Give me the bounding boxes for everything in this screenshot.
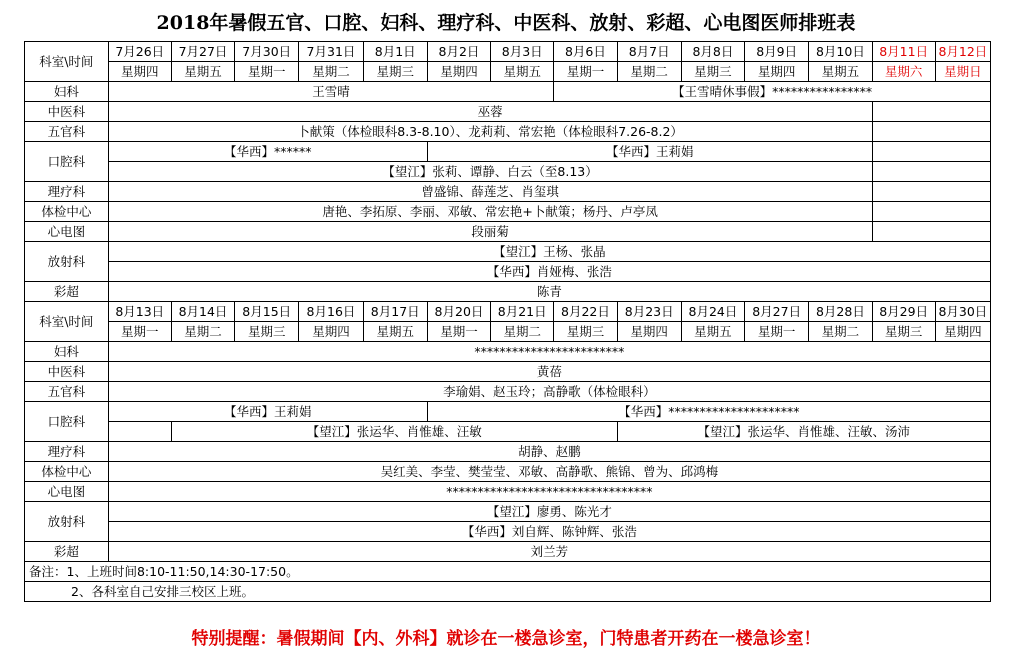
s2-caichao: 刘兰芳 [108,542,990,562]
s1-date-weekend: 8月11日 [872,42,935,62]
s2-row-caichao [25,542,991,562]
s1-weekday: 星期三 [681,62,744,82]
s2-date: 8月27日 [745,302,809,322]
s1-liliao: 曾盛锦、薛莲芝、肖玺琪 [108,182,872,202]
dept-label: 五官科 [25,122,109,142]
s1-date: 7月30日 [235,42,299,62]
s1-row-wuguan [25,122,991,142]
dept-label: 心电图 [25,222,109,242]
s2-weekday: 星期四 [617,322,681,342]
s1-empty-cell [872,102,990,122]
s1-row-kouqiang-2 [25,162,991,182]
s1-date: 7月31日 [299,42,363,62]
dept-label: 放射科 [25,502,109,542]
s1-kouqiang-huaxi-a: 【华西】****** [108,142,427,162]
s2-weekday: 星期二 [171,322,234,342]
s2-date: 8月23日 [617,302,681,322]
s2-row-fangshe-1 [25,502,991,522]
dept-label: 口腔科 [25,402,109,442]
s2-row-wuguan [25,382,991,402]
s1-date: 8月9日 [745,42,809,62]
s2-weekday: 星期五 [681,322,744,342]
s2-weekday: 星期四 [299,322,363,342]
s1-empty-cell [872,202,990,222]
s2-row-liliao [25,442,991,462]
s2-weekday: 星期一 [745,322,809,342]
note-line-2: 2、各科室自己安排三校区上班。 [25,582,991,602]
s1-row-caichao [25,282,991,302]
s2-row-tijian [25,462,991,482]
s1-weekday: 星期二 [617,62,681,82]
dept-label: 五官科 [25,382,109,402]
s1-fuke-second: 【王雪晴休事假】**************** [554,82,991,102]
s1-fuke-first: 王雪晴 [108,82,554,102]
s1-weekday-weekend: 星期六 [872,62,935,82]
s2-weekday: 星期四 [935,322,990,342]
s2-row-zhongyi [25,362,991,382]
s2-fangshe-wangjiang: 【望江】廖勇、陈光才 [108,502,990,522]
s1-empty-cell [872,162,990,182]
s2-date: 8月16日 [299,302,363,322]
s2-weekday: 星期三 [872,322,935,342]
s2-wuguan: 李瑜娟、赵玉玲；高静歌（体检眼科） [108,382,990,402]
s2-date: 8月20日 [427,302,490,322]
s1-zhongyi: 巫蓉 [108,102,872,122]
dept-label: 彩超 [25,282,109,302]
s2-date-row [25,302,991,322]
s2-zhongyi: 黄蓓 [108,362,990,382]
s1-kouqiang-wangjiang: 【望江】张莉、谭静、白云（至8.13） [108,162,872,182]
s1-weekday: 星期二 [299,62,363,82]
s2-date: 8月13日 [108,302,171,322]
s1-date: 8月7日 [617,42,681,62]
s1-empty-cell [872,182,990,202]
s1-date: 7月27日 [171,42,234,62]
s1-date: 8月10日 [809,42,872,62]
s1-weekday: 星期一 [235,62,299,82]
dept-label: 放射科 [25,242,109,282]
dept-label: 心电图 [25,482,109,502]
dept-label: 体检中心 [25,202,109,222]
s1-weekday: 星期四 [745,62,809,82]
s1-weekday: 星期四 [427,62,490,82]
s1-date: 8月6日 [554,42,617,62]
s2-weekday: 星期三 [554,322,617,342]
s2-empty-cell [108,422,171,442]
s1-date: 7月26日 [108,42,171,62]
s1-weekday-row [25,62,991,82]
notes-row-2 [25,582,991,602]
s1-kouqiang-huaxi-b: 【华西】王莉娟 [427,142,872,162]
dept-label: 彩超 [25,542,109,562]
notes-row-1 [25,562,991,582]
s2-date: 8月17日 [363,302,427,322]
s1-caichao: 陈青 [108,282,990,302]
s2-weekday: 星期二 [809,322,872,342]
s1-row-kouqiang-1 [25,142,991,162]
s1-date: 8月1日 [363,42,427,62]
s2-date: 8月30日 [935,302,990,322]
s2-tijian: 吴红美、李莹、樊莹莹、邓敏、高静歌、熊锦、曾为、邱鸿梅 [108,462,990,482]
dept-label: 口腔科 [25,142,109,182]
s1-wuguan: 卜献策（体检眼科8.3-8.10）、龙莉莉、常宏艳（体检眼科7.26-8.2） [108,122,872,142]
s1-weekday-weekend: 星期日 [935,62,990,82]
s1-date-row [25,42,991,62]
header-label: 科室\时间 [25,302,109,342]
s1-fangshe-huaxi: 【华西】肖娅梅、张浩 [108,262,990,282]
s2-weekday: 星期一 [427,322,490,342]
s1-weekday: 星期三 [363,62,427,82]
s1-empty-cell [872,142,990,162]
dept-label: 中医科 [25,102,109,122]
s2-weekday-row [25,322,991,342]
s1-date: 8月2日 [427,42,490,62]
dept-label: 理疗科 [25,442,109,462]
s2-xindiantu: ********************************* [108,482,990,502]
s1-weekday: 星期一 [554,62,617,82]
s1-date: 8月3日 [491,42,554,62]
dept-label: 中医科 [25,362,109,382]
special-notice: 特别提醒：暑假期间【内、外科】就诊在一楼急诊室，门特患者开药在一楼急诊室！ [191,629,821,649]
s1-empty-cell [872,222,990,242]
dept-label: 体检中心 [25,462,109,482]
s1-xindiantu: 段丽菊 [108,222,872,242]
page-title: 2018年暑假五官、口腔、妇科、理疗科、中医科、放射、彩超、心电图医师排班表 [156,12,856,34]
s2-date: 8月29日 [872,302,935,322]
dept-label: 妇科 [25,342,109,362]
s1-row-fuke [25,82,991,102]
s1-row-tijian [25,202,991,222]
dept-label: 理疗科 [25,182,109,202]
s2-row-fuke [25,342,991,362]
s1-weekday: 星期五 [809,62,872,82]
s2-date: 8月24日 [681,302,744,322]
dept-label: 妇科 [25,82,109,102]
schedule-table [24,41,991,602]
s1-tijian: 唐艳、李拓原、李丽、邓敏、常宏艳+卜献策；杨丹、卢亭凤 [108,202,872,222]
s2-date: 8月14日 [171,302,234,322]
s1-date: 8月8日 [681,42,744,62]
s2-row-kouqiang-2 [25,422,991,442]
s2-weekday: 星期五 [363,322,427,342]
s1-row-zhongyi [25,102,991,122]
s2-fangshe-huaxi: 【华西】刘自辉、陈钟辉、张浩 [108,522,990,542]
s2-weekday: 星期二 [491,322,554,342]
s2-date: 8月15日 [235,302,299,322]
s1-empty-cell [872,122,990,142]
s2-date: 8月22日 [554,302,617,322]
s2-kouqiang-huaxi-b: 【华西】********************* [427,402,990,422]
s2-date: 8月21日 [491,302,554,322]
s2-kouqiang-huaxi-a: 【华西】王莉娟 [108,402,427,422]
s2-row-xindiantu [25,482,991,502]
s1-weekday: 星期五 [171,62,234,82]
s2-liliao: 胡静、赵鹏 [108,442,990,462]
s2-row-fangshe-2 [25,522,991,542]
s1-row-fangshe-2 [25,262,991,282]
s1-date-weekend: 8月12日 [935,42,990,62]
s1-fangshe-wangjiang: 【望江】王杨、张晶 [108,242,990,262]
header-label: 科室\时间 [25,42,109,82]
s1-row-xindiantu [25,222,991,242]
s2-fuke: ************************ [108,342,990,362]
s1-row-fangshe-1 [25,242,991,262]
s1-weekday: 星期四 [108,62,171,82]
s2-weekday: 星期一 [108,322,171,342]
s2-kouqiang-wangjiang-b: 【望江】张运华、肖惟雄、汪敏、汤沛 [617,422,990,442]
s1-weekday: 星期五 [491,62,554,82]
s2-weekday: 星期三 [235,322,299,342]
s2-date: 8月28日 [809,302,872,322]
s2-row-kouqiang-1 [25,402,991,422]
note-line-1: 备注：1、上班时间8:10-11:50,14:30-17:50。 [25,562,991,582]
s1-row-liliao [25,182,991,202]
s2-kouqiang-wangjiang-a: 【望江】张运华、肖惟雄、汪敏 [171,422,617,442]
